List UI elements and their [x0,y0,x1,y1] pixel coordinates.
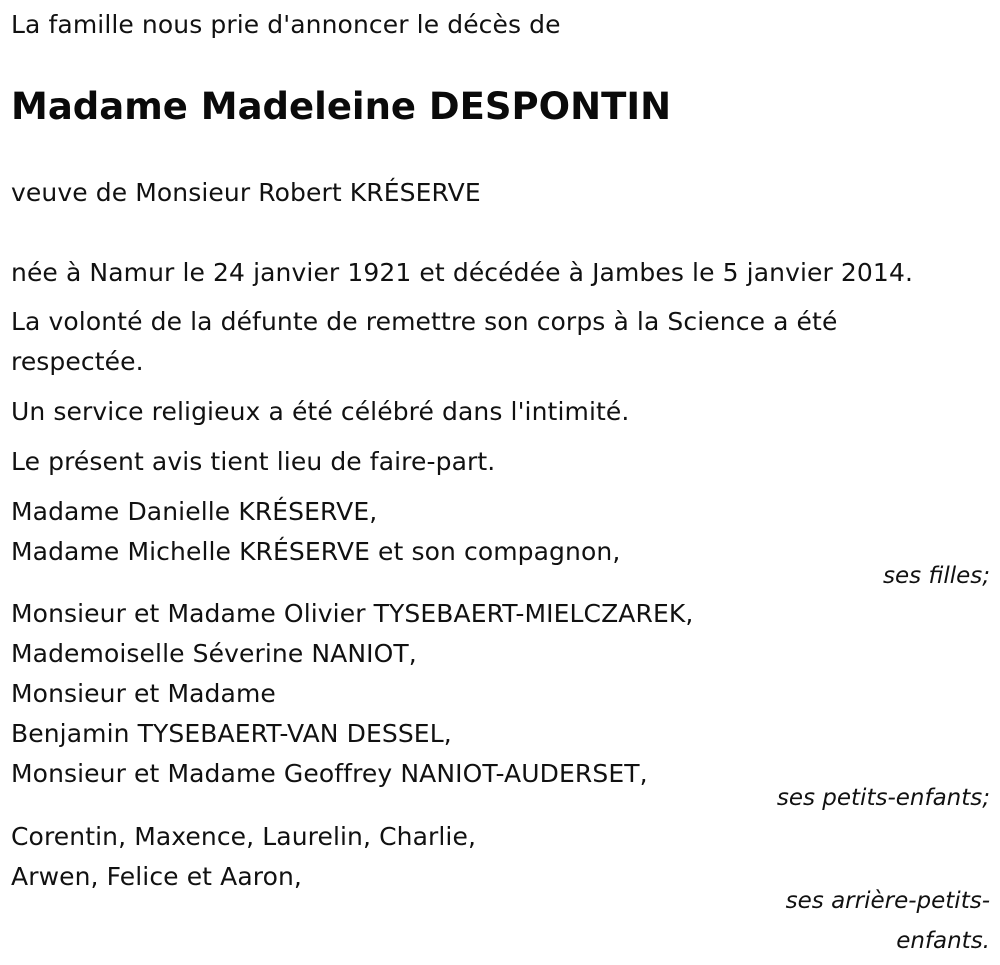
body-line-notice: Le présent avis tient lieu de faire-part. [11,447,496,476]
grandchild-name: Monsieur et Madame Olivier TYSEBAERT-MIELCZAREK, [11,599,694,628]
relation-great-grandchildren: ses arrière-petits- [785,888,990,914]
deceased-name-heading: Madame Madeleine DESPONTIN [11,85,672,128]
grandchild-name: Monsieur et Madame [11,679,276,708]
intro-text: La famille nous prie d'annoncer le décès de [11,10,561,39]
grandchild-name: Mademoiselle Séverine NANIOT, [11,639,417,668]
relation-grandchildren: ses petits-enfants; [776,785,990,811]
widow-of-text: veuve de Monsieur Robert KRÉSERVE [11,178,481,207]
body-line-service: Un service religieux a été célébré dans l'intimité. [11,397,630,426]
daughter-name: Madame Danielle KRÉSERVE, [11,497,378,526]
grandchild-name: Benjamin TYSEBAERT-VAN DESSEL, [11,719,452,748]
birth-death-text: née à Namur le 24 janvier 1921 et décédée à Jambes le 5 janvier 2014. [11,258,913,287]
relation-great-grandchildren: enfants. [896,928,990,954]
great-grandchild-names: Corentin, Maxence, Laurelin, Charlie, [11,822,477,851]
grandchild-name: Monsieur et Madame Geoffrey NANIOT-AUDERSET, [11,759,648,788]
body-line-science: La volonté de la défunte de remettre son corps à la Science a été [11,307,838,336]
great-grandchild-names: Arwen, Felice et Aaron, [11,862,302,891]
body-line-respected: respectée. [11,347,144,376]
daughter-name: Madame Michelle KRÉSERVE et son compagnon, [11,537,621,566]
relation-daughters: ses filles; [883,563,990,589]
